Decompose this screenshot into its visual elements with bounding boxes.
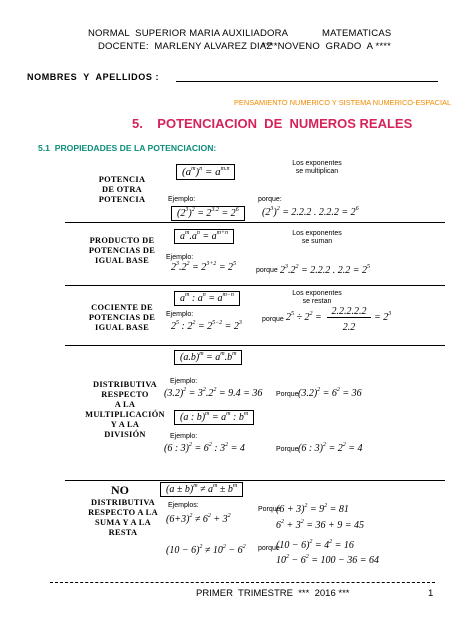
property-cociente-igual-base: COCIENTE DE POTENCIAS DE IGUAL BASE — [88, 303, 156, 332]
formula-quotient-same-base: $a^m$ : $a^n = a^{m-n}$ — [174, 291, 240, 306]
strand-label: PENSAMIENTO NUMERICO Y SISTEMA NUMERICO-ESPACIAL — [234, 98, 452, 107]
porque-label: porque — [258, 545, 280, 552]
example-power-of-power: $(2^3)^2 = 2^{3.2} = 2^6$ — [171, 206, 245, 221]
footer-divider — [50, 582, 435, 583]
formula-distributive-quotient: (a : $b)^m = a^m$ : $b^m$ — [174, 410, 254, 425]
proof-quotient-denominator: 2.2 — [342, 322, 356, 333]
porque-label: Porque — [276, 446, 299, 453]
example-label: Ejemplo: — [166, 254, 194, 261]
student-name-line[interactable] — [176, 81, 438, 82]
property-potencia-de-potencia: POTENCIA DE OTRA POTENCIA — [98, 175, 146, 204]
proof-sum-2: $6^2 + 3^2 = 36 + 9 = 45$ — [276, 519, 364, 531]
proof-sum-1: $(6 + 3)^2 = 9^2 = 81$ — [276, 503, 349, 515]
subject-name: MATEMATICAS — [322, 28, 392, 39]
proof-product-same-base: $2^3.2^2 = 2.2.2$ . $2.2 = 2^5$ — [280, 264, 370, 276]
porque-label: Porque — [276, 391, 299, 398]
note-exponents-subtract: Los exponentes se restan — [292, 290, 342, 305]
formula-not-distributive-sum: $(a \pm b)^m \ne a^m \pm b^m$ — [160, 482, 243, 497]
proof-quotient-lhs: $2^5 \div 2^2$ = — [286, 311, 322, 323]
example-distributive-product: $(3.2)^2 = 3^2.2^2 = 9.4 = 36$ — [164, 387, 263, 399]
page-number: 1 — [428, 588, 434, 599]
divider — [65, 285, 445, 286]
example-product-same-base: $2^3.2^2 = 2^{3+2} = 2^5$ — [171, 261, 237, 273]
proof-distributive-quotient: (6 : $3)^2 = 2^2 = 4$ — [298, 442, 363, 454]
example-not-distributive-difference: $(10 - 6)^2 \ne 10^2 - 6^2$ — [166, 544, 246, 556]
porque-label: porque: — [258, 196, 282, 203]
property-producto-igual-base: PRODUCTO DE POTENCIAS DE IGUAL BASE — [88, 236, 156, 265]
property-no-distributiva: DISTRIBUTIVA RESPECTO A LA SUMA Y A LA RESTA — [88, 498, 158, 537]
porque-label: Porque — [258, 506, 281, 513]
porque-label: porque — [256, 267, 278, 274]
footer-term: PRIMER TRIMESTRE *** 2016 *** — [196, 588, 350, 599]
example-label: Ejemplo: — [170, 433, 198, 440]
example-label: Ejemplo: — [168, 196, 196, 203]
formula-product-same-base: $a^m.a^n = a^{m+n}$ — [174, 229, 234, 244]
proof-quotient-numerator: 2.2.2.2.2 — [327, 306, 371, 318]
proof-quotient-result: = $2^3$ — [374, 311, 392, 323]
example-distributive-quotient: (6 : $3)^2 = 6^2$ : $3^2 = 4$ — [164, 442, 245, 454]
school-name: NORMAL SUPERIOR MARIA AUXILIADORA — [88, 28, 289, 39]
no-label: NO — [111, 483, 129, 497]
example-not-distributive-sum: $(6+3)^2 \ne 6^2 + 3^2$ — [166, 513, 231, 525]
property-distributiva: DISTRIBUTIVA RESPECTO A LA MULTIPLICACIÓN Y A LA DIVISIÓN — [85, 380, 165, 439]
teacher-name: DOCENTE: MARLENY ALVAREZ DIAZ — [98, 41, 273, 52]
student-name-label: NOMBRES Y APELLIDOS : — [27, 72, 160, 82]
divider — [65, 480, 445, 481]
example-label: Ejemplo: — [166, 311, 194, 318]
proof-difference-2: $10^2 - 6^2 = 100 - 36 = 64$ — [276, 554, 379, 566]
formula-power-of-power: $(a^m)^n = a^{m.n}$ — [176, 164, 235, 180]
section-heading: 5.1 PROPIEDADES DE LA POTENCIACION: — [38, 143, 217, 153]
proof-power-of-power: $(2^3)^2 = 2.2.2$ . $2.2.2 = 2^6$ — [262, 206, 359, 218]
proof-distributive-product: $(3.2)^2 = 6^2 = 36$ — [298, 387, 362, 399]
grade-label: ****NOVENO GRADO A **** — [262, 41, 392, 52]
example-label: Ejemplo: — [170, 378, 198, 385]
page-title: 5. POTENCIACION DE NUMEROS REALES — [132, 116, 413, 131]
formula-distributive-product: $(a.b)^m = a^m.b^m$ — [174, 350, 242, 365]
divider — [65, 345, 445, 346]
note-exponents-add: Los exponentes se suman — [292, 230, 342, 245]
porque-label: porque — [262, 316, 284, 323]
example-label: Ejemplos: — [168, 502, 199, 509]
proof-difference-1: $(10 - 6)^2 = 4^2 = 16$ — [276, 539, 354, 551]
note-exponents-multiply: Los exponentes se multiplican — [292, 160, 342, 175]
example-quotient-same-base: $2^5$ : $2^2 = 2^{5-2} = 2^3$ — [171, 320, 242, 332]
divider — [65, 222, 445, 223]
